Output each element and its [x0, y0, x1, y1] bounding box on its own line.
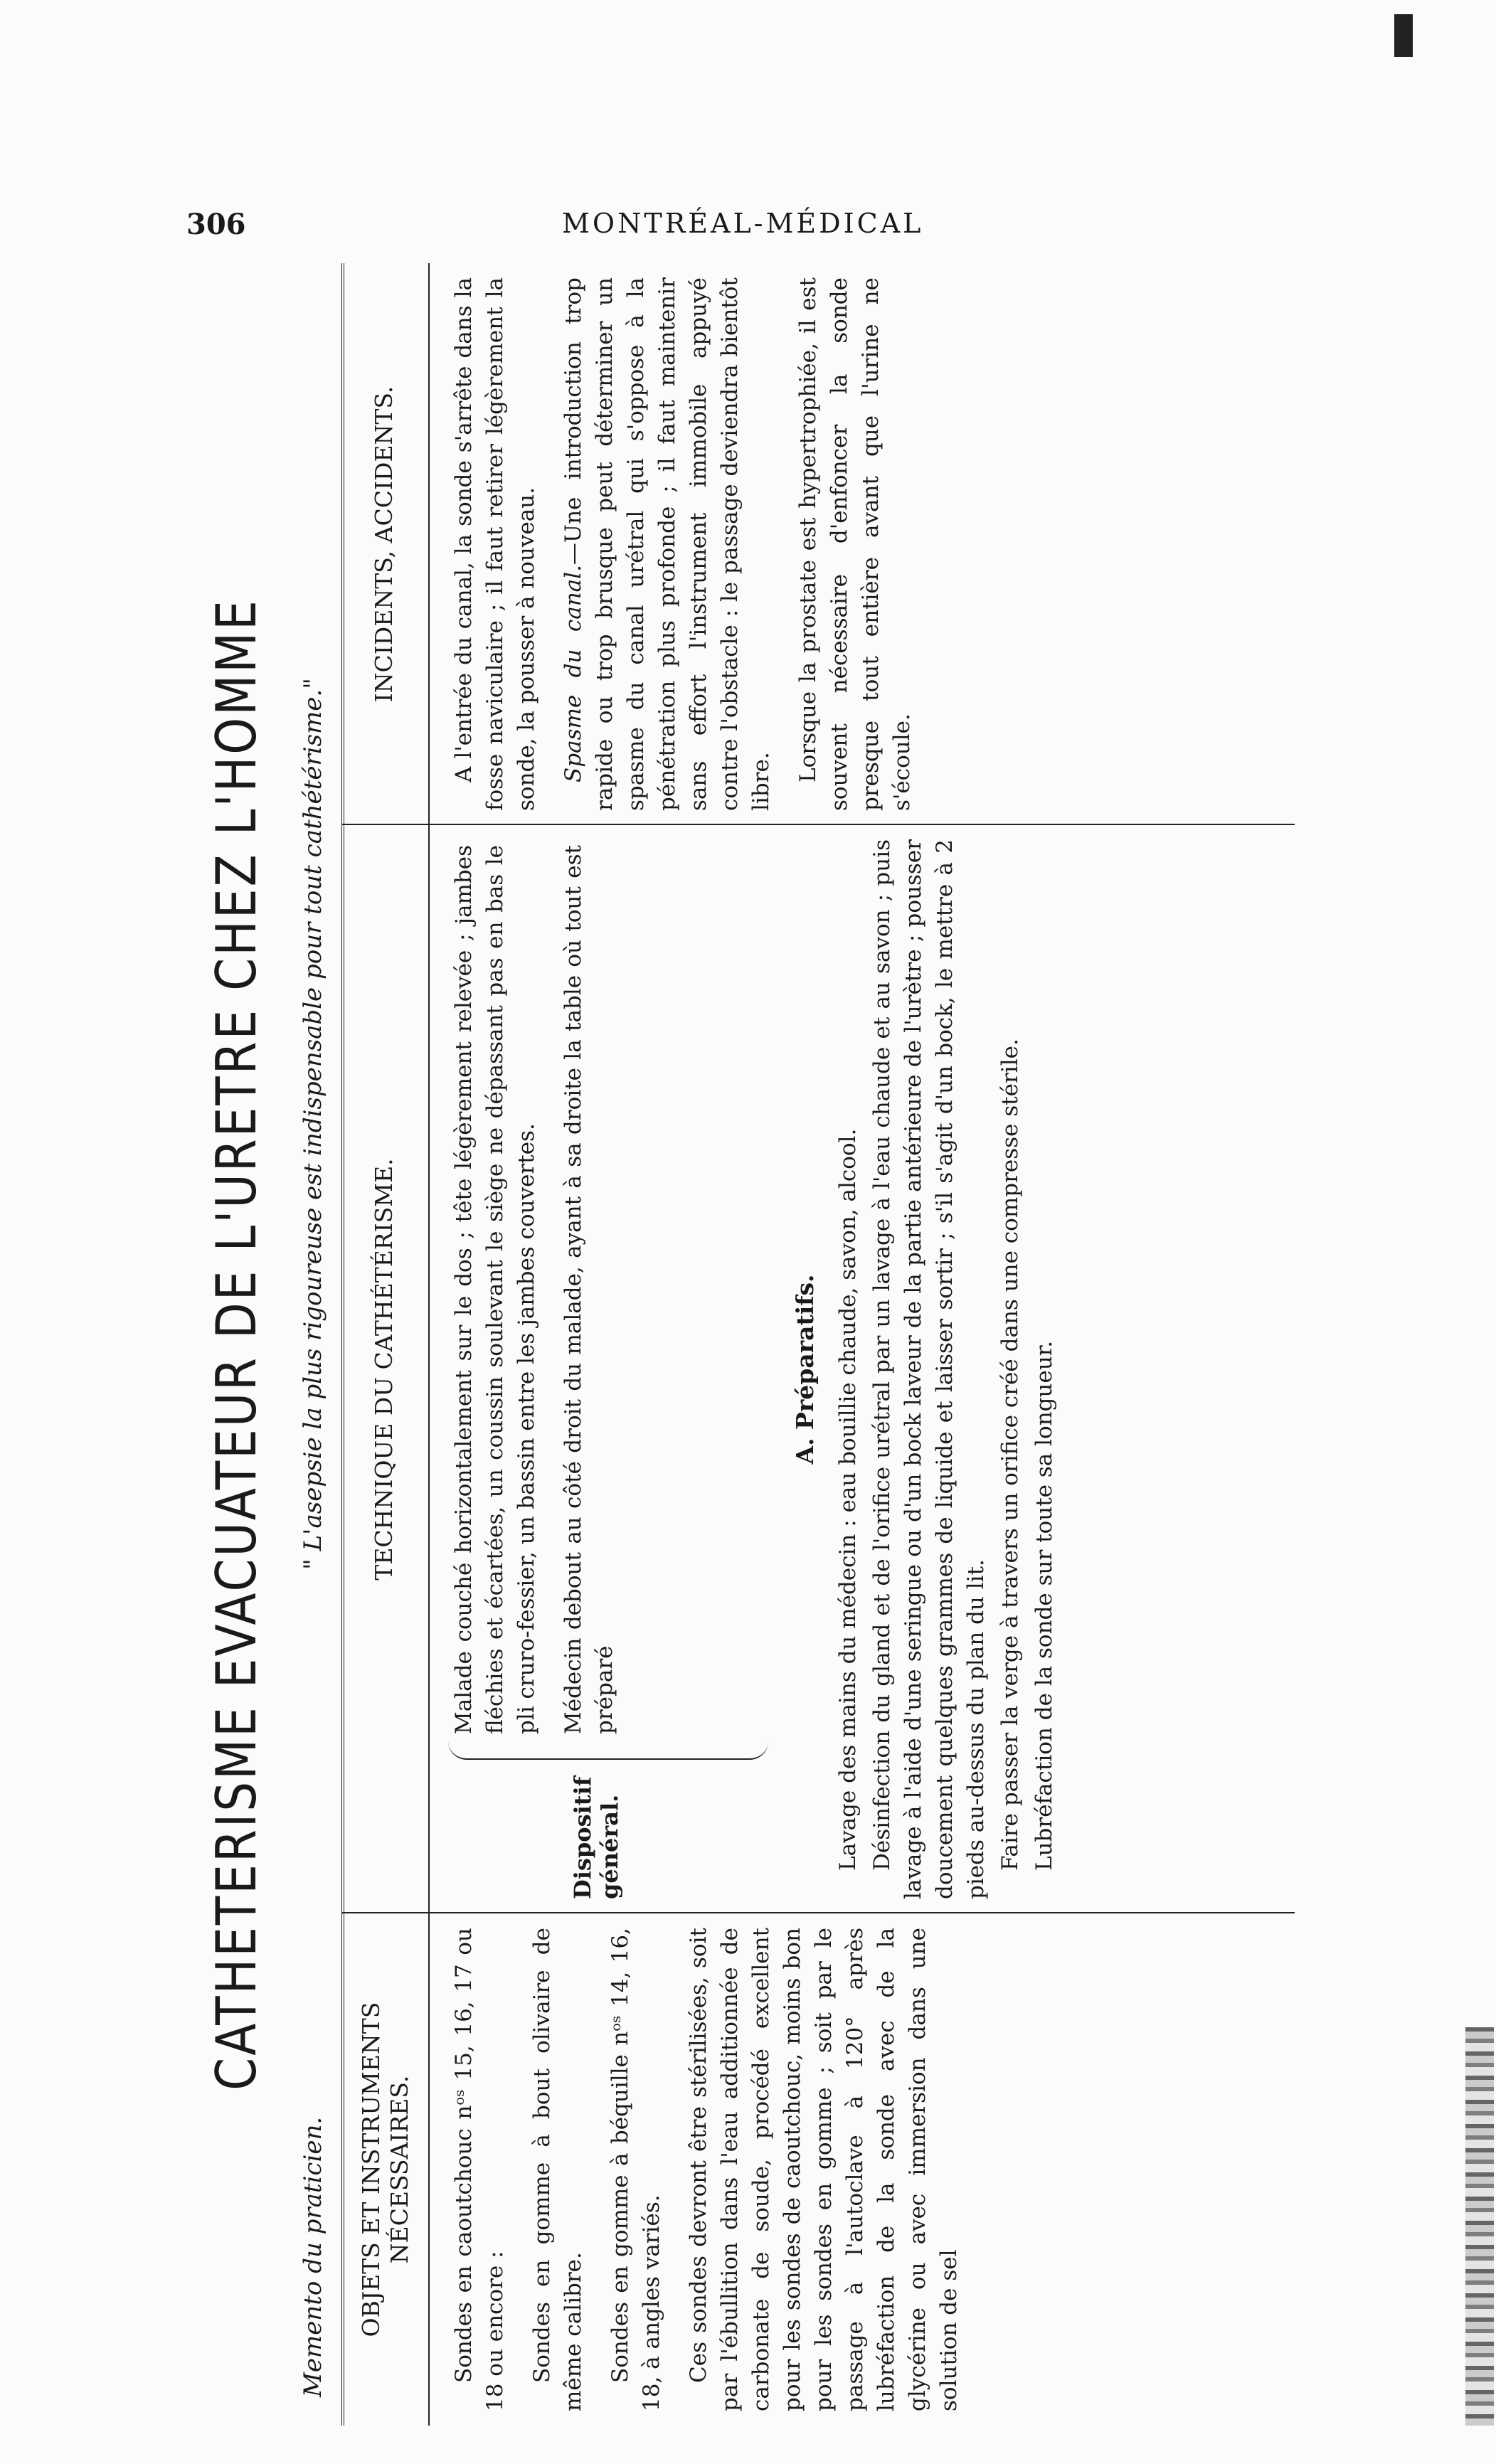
dispositif-text: [448, 845, 636, 1734]
preparatifs-paragraph: Lavage des mains du médecin : eau bouillie chaude, savon, alcool.: [835, 1128, 861, 1871]
header-technique: TECHNIQUE DU CATHÉTÉRISME.: [370, 1158, 398, 1581]
column-objets: [448, 1928, 980, 2411]
objets-paragraph: Sondes en gomme à béquille nᵒˢ 14, 16, 18, à angles variés.: [608, 1928, 664, 2411]
spasme-label: Spasme du canal.: [561, 565, 586, 782]
column-incidents: [448, 277, 933, 811]
spasme-text: —Une introduction trop rapide ou trop brusque peut déterminer un spasme du canal urétral qui s'oppose à la pénétration plus profonde ; il faut maintenir sans effort l'instrument immobile appuyé contre l'obstacle : le passage deviendra bientôt libre.: [561, 277, 774, 811]
objets-paragraph: Ces sondes devront être stérilisées, soit par l'ébullition dans l'eau additionnée de carbonate de soude, procédé excellent pour les sondes de caoutchouc, moins bon pour les sondes en gomme ; soit par le passage à l'autoclave à 120° après lubréfaction de la sonde avec de la glycérine ou avec immersion dans une solution de sel: [686, 1928, 962, 2411]
column-divider-2: [341, 824, 1295, 825]
preparatifs-paragraph: Désinfection du gland et de l'orifice urétral par un lavage à l'eau chaude et au savon ; puis lavage à l'aide d'une seringue ou d'un bock laveur de la partie antérieure de l'urètre ; pousser doucement quelques grammes de liquide et laisser sortir ; s'il s'agit d'un bock, le mettre à 2 pieds au-dessus du plan du lit.: [869, 839, 989, 1899]
preparatifs-heading: A. Préparatifs.: [791, 1274, 819, 1465]
header-objets: OBJETS ET INSTRUMENTS NÉCESSAIRES.: [357, 2002, 413, 2337]
epigraph: " L'asepsie la plus rigoureuse est indispensable pour tout cathétérisme.": [299, 678, 327, 1570]
table-header-rule: [428, 263, 430, 2426]
page-edge-scan-artifact: [1465, 2027, 1494, 2426]
running-head: MONTRÉAL-MÉDICAL: [562, 208, 924, 239]
dispositif-label: Dispositif général.: [569, 1776, 623, 1899]
memento-label: Memento du praticien.: [299, 2116, 327, 2397]
preparatifs-paragraph: Lubréfaction de la sonde sur toute sa longueur.: [1031, 1340, 1057, 1871]
column-divider-1: [341, 1912, 1295, 1913]
objets-paragraph: Sondes en gomme à bout olivaire de même calibre.: [529, 1928, 586, 2411]
page-number: 306: [186, 208, 246, 241]
rotated-table-block: [199, 263, 1309, 2426]
dispositif-paragraph: Médecin debout au côté droit du malade, ayant à sa droite la table où tout est préparé: [561, 845, 617, 1734]
incidents-paragraph: Lorsque la prostate est hypertrophiée, il est souvent nécessaire d'enfoncer la sonde presque tout entière avant que l'urine ne s'écoule.: [795, 277, 915, 811]
binding-mark: [1394, 14, 1413, 57]
objets-paragraph: Sondes en caoutchouc nᵒˢ 15, 16, 17 ou 18 ou encore :: [451, 1928, 508, 2411]
preparatifs-body: [832, 839, 1063, 1899]
dispositif-general: [448, 839, 775, 1899]
main-title: CATHETERISME EVACUATEUR DE L'URETRE CHEZ L'HOMME: [204, 598, 269, 2091]
curly-brace: [448, 1740, 768, 1760]
catheterism-table: [341, 263, 1295, 2426]
table-top-rule: [341, 263, 349, 2426]
incidents-paragraph-spasme: [558, 277, 777, 811]
incidents-paragraph: A l'entrée du canal, la sonde s'arrête dans la fosse naviculaire ; il faut retirer légèrement la sonde, la pousser à nouveau.: [451, 277, 539, 811]
dispositif-paragraph: Malade couché horizontalement sur le dos ; tête légèrement relevée ; jambes fléchies et écartées, un coussin soulevant le siège ne dépassant pas en bas le pli cruro-fessier, un bassin entre les jambes couvertes.: [451, 845, 539, 1734]
preparatifs-paragraph: Faire passer la verge à travers un orifice créé dans une compresse stérile.: [997, 1039, 1023, 1871]
header-incidents: INCIDENTS, ACCIDENTS.: [370, 386, 398, 703]
